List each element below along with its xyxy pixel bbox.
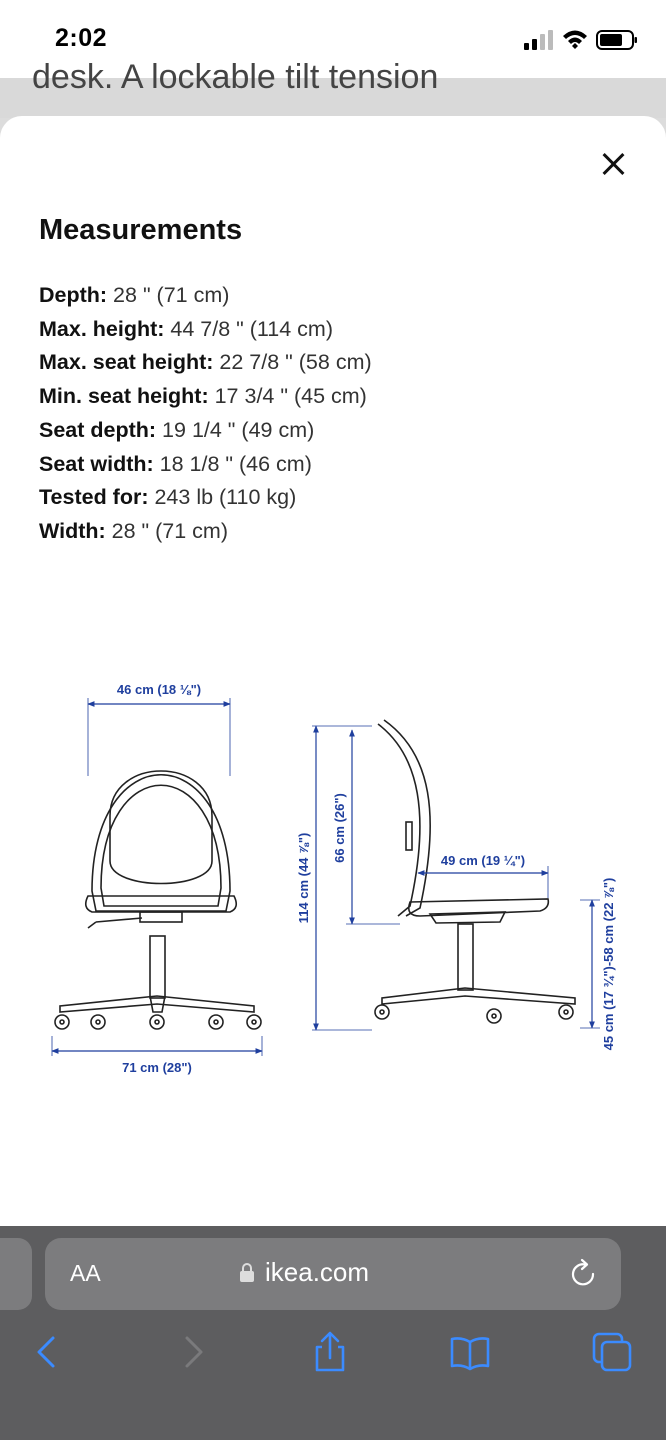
sheet-title: Measurements [39, 214, 243, 246]
dim-label-seat-depth: 49 cm (19 ¼") [440, 853, 526, 868]
chair-dimension-diagram [0, 676, 666, 1096]
spec-value: 19 1/4 " (49 cm) [156, 417, 315, 442]
close-icon[interactable] [598, 148, 630, 180]
bookmarks-icon[interactable] [448, 1330, 492, 1374]
spec-min-seat-height [39, 380, 372, 414]
spec-label: Max. height: [39, 316, 165, 341]
tabs-icon[interactable] [590, 1330, 634, 1374]
spec-value: 28 " (71 cm) [107, 283, 230, 307]
home-indicator[interactable] [214, 1190, 452, 1198]
spec-value: 243 lb (110 kg) [148, 485, 297, 510]
spec-value: 18 1/8 " (46 cm) [153, 451, 312, 476]
background-page-text: desk. A lockable tilt tension [32, 58, 439, 96]
spec-value: 44 7/8 " (114 cm) [164, 316, 333, 341]
back-icon[interactable] [26, 1330, 70, 1374]
forward-icon[interactable] [170, 1330, 214, 1374]
address-bar[interactable] [45, 1238, 621, 1310]
share-icon[interactable] [308, 1330, 352, 1374]
dim-label-back-height: 66 cm (26") [332, 793, 347, 863]
spec-label: Tested for: [39, 485, 149, 510]
spec-seat-width [39, 448, 372, 482]
battery-icon [596, 30, 638, 50]
spec-label: Seat depth: [39, 417, 157, 442]
spec-value: 28 " (71 cm) [105, 518, 229, 543]
spec-label: Max. seat height: [39, 350, 214, 375]
url-text [265, 1257, 369, 1288]
status-time: 2:02 [55, 24, 108, 52]
spec-seat-depth [39, 414, 372, 448]
spec-max-seat-height [39, 346, 372, 380]
front-view-chair [55, 771, 261, 1029]
side-view-chair [375, 720, 575, 1023]
dim-label-width: 71 cm (28") [122, 1060, 192, 1075]
spec-label: Width: [39, 518, 106, 543]
lock-icon [239, 1261, 255, 1283]
cellular-signal-icon [524, 30, 556, 50]
spec-list [39, 279, 372, 549]
spec-value: 17 3/4 " (45 cm) [208, 384, 367, 409]
url-label: ikea.com [265, 1257, 370, 1287]
spec-label: Seat width: [39, 451, 154, 476]
dim-label-seat-width: 46 cm (18 ⅛") [116, 682, 202, 697]
wifi-icon [562, 28, 588, 50]
text-size-button[interactable]: AA [70, 1260, 101, 1286]
spec-max-height [39, 313, 372, 347]
spec-value: 22 7/8 " (58 cm) [213, 350, 372, 375]
spec-depth [39, 279, 372, 313]
spec-tested-for [39, 481, 372, 515]
measurements-sheet [0, 116, 666, 1226]
spec-label: Min. seat height: [39, 384, 209, 409]
background-page [0, 58, 666, 118]
spec-width [39, 515, 372, 549]
dim-label-seat-height-range: 45 cm (17 ¾")-58 cm (22 ⅞") [601, 877, 616, 1051]
dim-label-max-height: 114 cm (44 ⅞") [296, 832, 311, 924]
reload-icon[interactable] [569, 1258, 599, 1290]
spec-label: Depth: [39, 283, 108, 307]
previous-tab-preview[interactable] [0, 1238, 32, 1310]
browser-toolbar [0, 1226, 666, 1440]
